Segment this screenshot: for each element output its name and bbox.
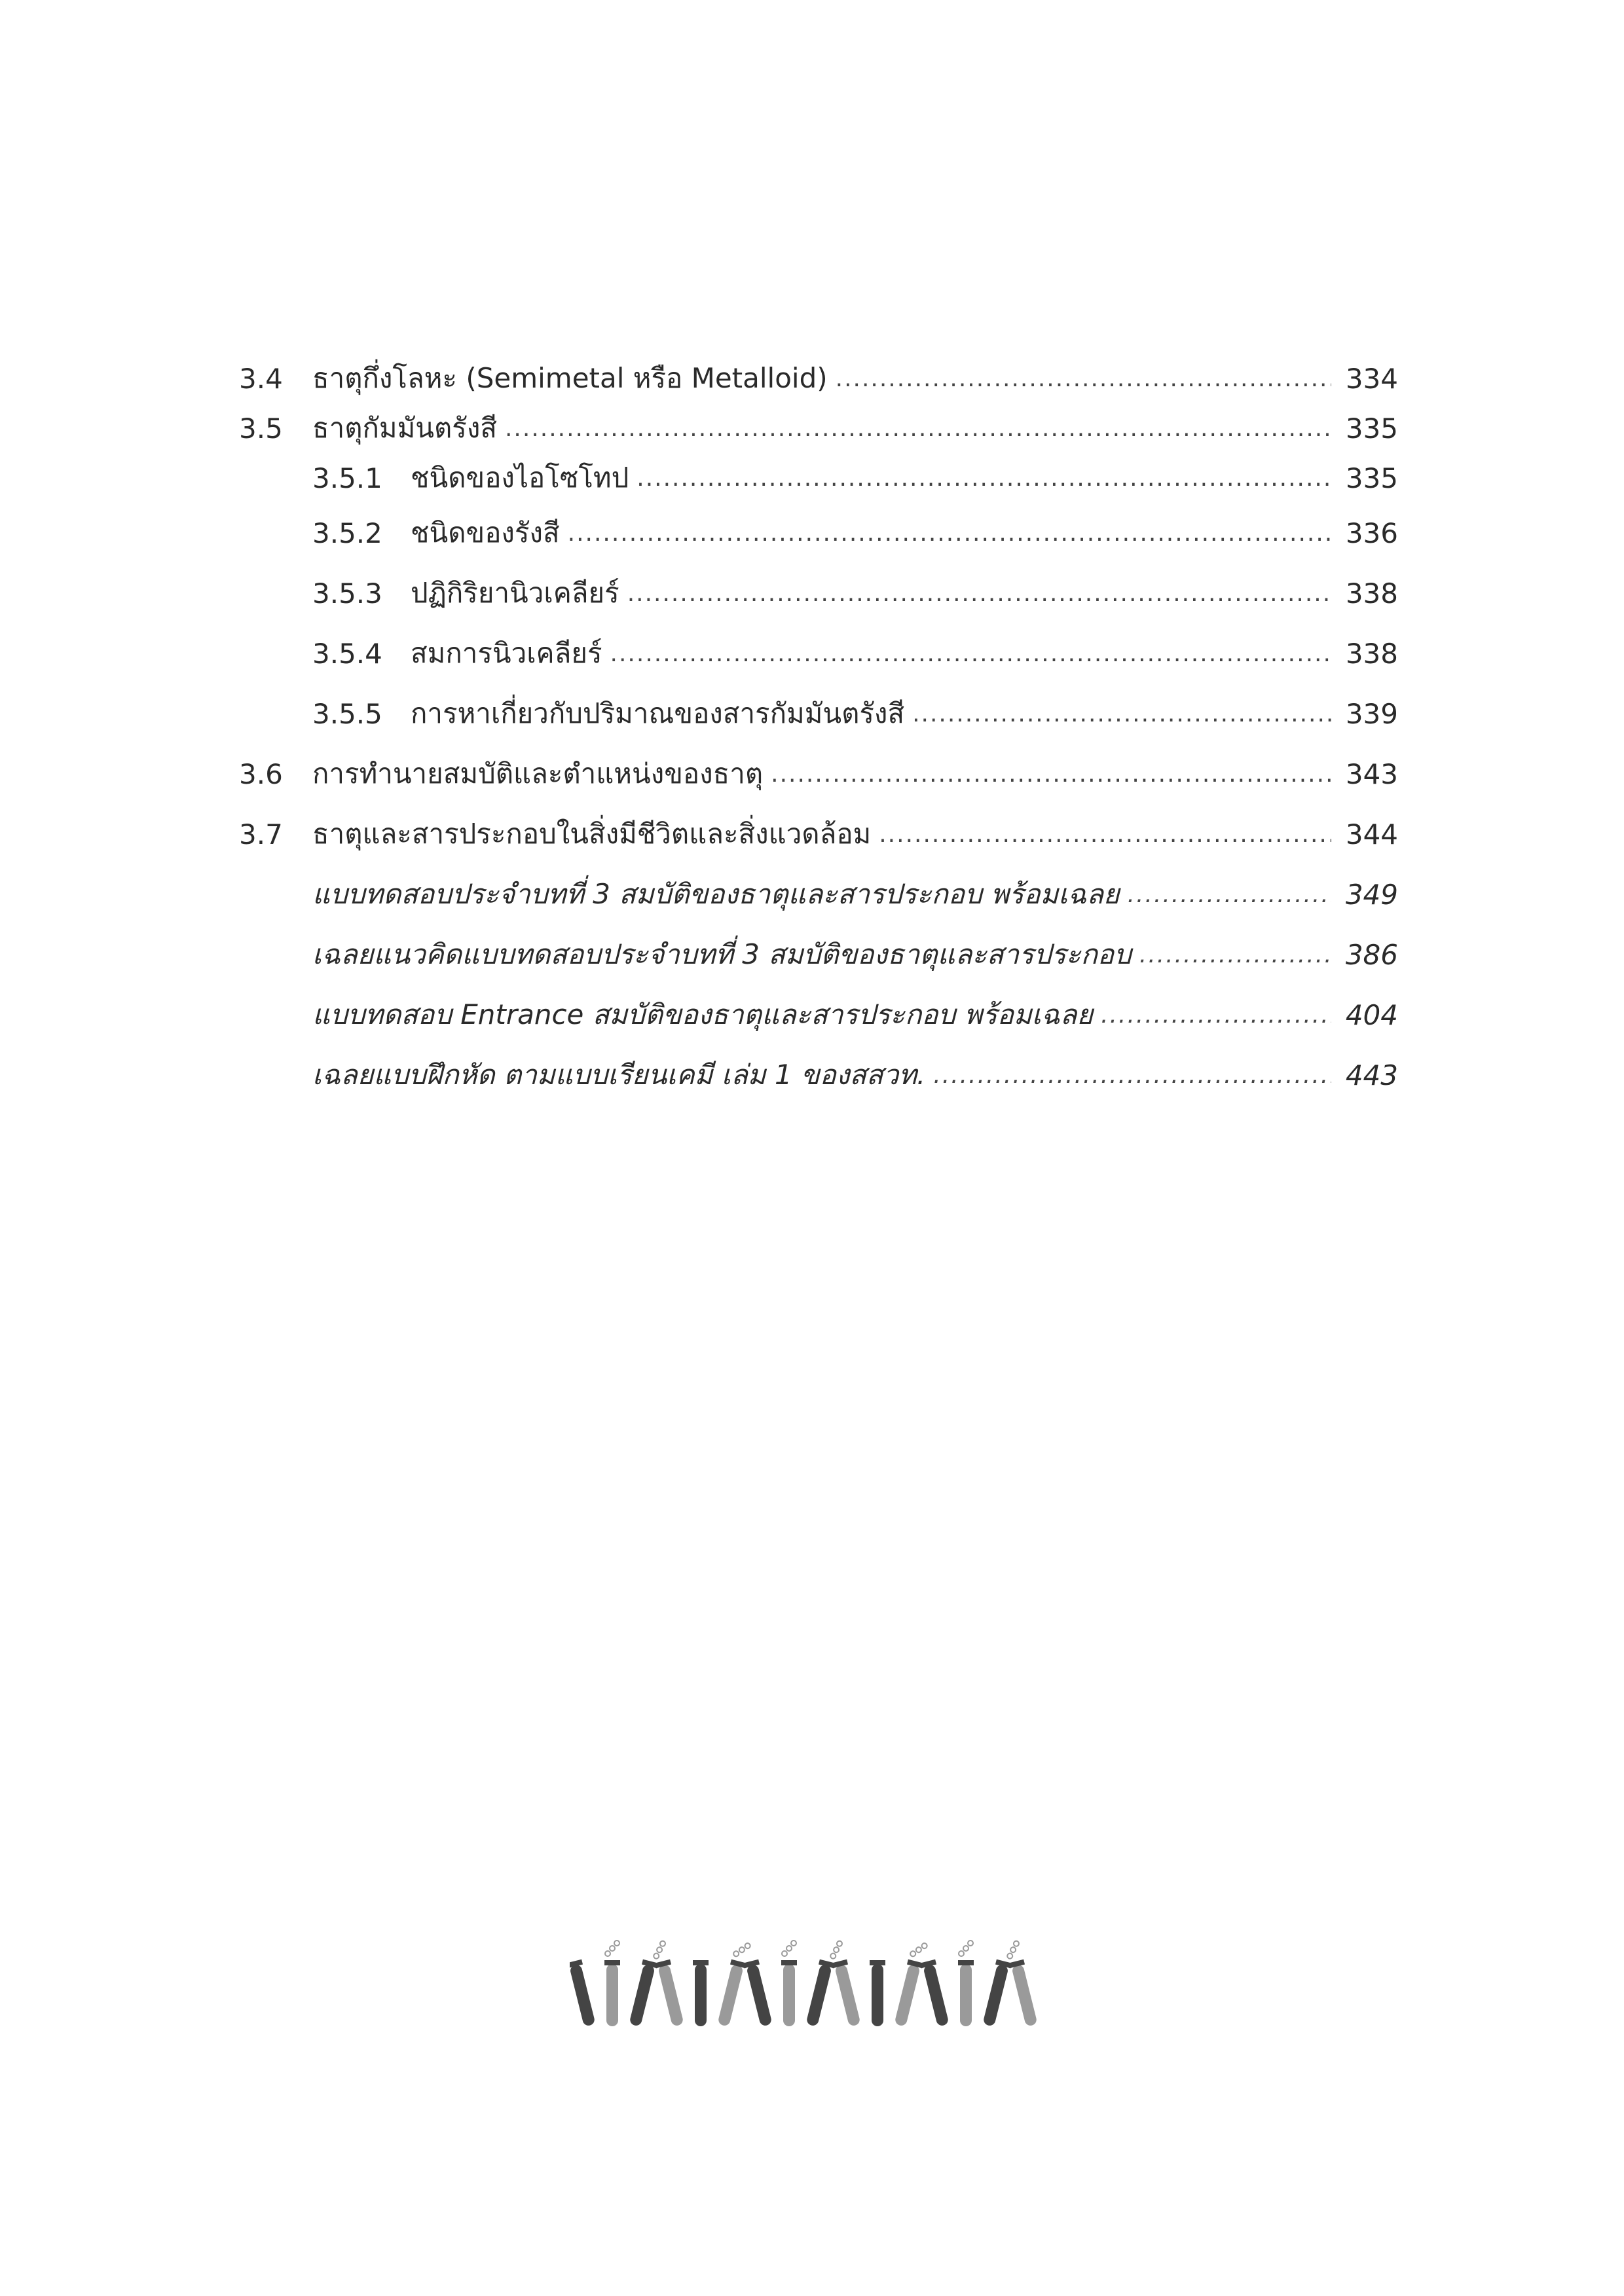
toc-entry-page: 344 bbox=[1345, 818, 1398, 850]
dot-leader bbox=[637, 465, 1331, 492]
toc-entry-number: 3.5.2 bbox=[312, 517, 382, 549]
toc-entry-title: ธาตุกึ่งโลหะ (Semimetal หรือ Metalloid) bbox=[312, 362, 828, 394]
test-tube-icon bbox=[650, 1941, 686, 2028]
toc-entry-number: 3.5.4 bbox=[312, 637, 382, 670]
toc-entry-chapter-test[interactable] bbox=[239, 864, 1398, 924]
toc-entry-page: 339 bbox=[1345, 697, 1398, 730]
toc-entry-page: 335 bbox=[1345, 412, 1398, 445]
toc-entry-page: 338 bbox=[1345, 637, 1398, 670]
dot-leader bbox=[771, 761, 1331, 788]
test-tube-icon bbox=[1004, 1941, 1040, 2028]
dot-leader bbox=[879, 821, 1331, 848]
table-of-contents bbox=[239, 354, 1398, 1105]
toc-entry-page: 349 bbox=[1345, 878, 1398, 911]
dot-leader bbox=[836, 365, 1331, 392]
dot-leader bbox=[627, 580, 1331, 607]
toc-entry-title: เฉลยแบบฝึกหัด ตามแบบเรียนเคมี เล่ม 1 ของสสวท. bbox=[312, 1059, 926, 1091]
toc-entry-title: ชนิดของรังสี bbox=[411, 517, 560, 549]
test-tube-icon bbox=[870, 1960, 885, 2026]
toc-entry-3-5-2[interactable] bbox=[239, 503, 1398, 563]
toc-entry-title: ธาตุกัมมันตรังสี bbox=[312, 412, 497, 444]
test-tube-icon bbox=[958, 1941, 974, 2026]
toc-entry-title: การหาเกี่ยวกับปริมาณของสารกัมมันตรังสี bbox=[411, 697, 905, 729]
toc-entry-3-4[interactable] bbox=[239, 354, 1398, 403]
toc-entry-3-5-1[interactable] bbox=[239, 453, 1398, 503]
toc-entry-title: เฉลยแนวคิดแบบทดสอบประจำบทที่ 3 สมบัติของธาตุและสารประกอบ bbox=[312, 938, 1132, 970]
toc-entry-title: แบบทดสอบประจำบทที่ 3 สมบัติของธาตุและสารประกอบ พร้อมเฉลย bbox=[312, 878, 1120, 910]
toc-entry-page: 386 bbox=[1345, 938, 1398, 971]
dot-leader bbox=[568, 520, 1331, 547]
toc-entry-number: 3.5.1 bbox=[312, 462, 382, 494]
toc-entry-title: สมการนิวเคลียร์ bbox=[411, 637, 602, 669]
test-tube-icon bbox=[920, 1959, 951, 2028]
toc-entry-number: 3.5.5 bbox=[312, 697, 382, 730]
test-tube-row-decoration bbox=[570, 1938, 1054, 2036]
toc-entry-chapter-test-answers[interactable] bbox=[239, 924, 1398, 985]
test-tube-icon bbox=[693, 1960, 709, 2026]
test-tube-icon bbox=[980, 1959, 1012, 2028]
toc-entry-page: 343 bbox=[1345, 757, 1398, 790]
toc-entry-number: 3.7 bbox=[239, 818, 283, 850]
toc-entry-page: 404 bbox=[1345, 998, 1398, 1031]
toc-entry-3-5-4[interactable] bbox=[239, 623, 1398, 683]
dot-leader bbox=[912, 701, 1331, 727]
dot-leader bbox=[610, 640, 1331, 667]
toc-entry-exercise-answers[interactable] bbox=[239, 1045, 1398, 1105]
test-tube-icon bbox=[715, 1941, 751, 2028]
dot-leader bbox=[1101, 1002, 1331, 1029]
toc-entry-title: ปฏิกิริยานิวเคลียร์ bbox=[411, 577, 619, 609]
toc-entry-number: 3.5 bbox=[239, 412, 283, 445]
toc-entry-number: 3.4 bbox=[239, 362, 283, 395]
test-tube-icon bbox=[604, 1941, 620, 2026]
toc-entry-title: ชนิดของไอโซโทป bbox=[411, 462, 629, 494]
test-tube-icon bbox=[570, 1959, 598, 2028]
toc-entry-3-6[interactable] bbox=[239, 744, 1398, 804]
toc-entry-3-5-5[interactable] bbox=[239, 683, 1398, 744]
toc-entry-number: 3.5.3 bbox=[312, 577, 382, 610]
toc-entry-page: 334 bbox=[1345, 362, 1398, 395]
dot-leader bbox=[505, 415, 1331, 442]
test-tube-icon bbox=[803, 1959, 835, 2028]
toc-entry-3-5[interactable] bbox=[239, 403, 1398, 453]
toc-entry-entrance-test[interactable] bbox=[239, 985, 1398, 1045]
test-tube-icon bbox=[627, 1959, 658, 2028]
toc-entry-page: 443 bbox=[1345, 1059, 1398, 1091]
test-tube-icon bbox=[827, 1941, 863, 2028]
dot-leader bbox=[933, 1062, 1331, 1089]
toc-entry-page: 338 bbox=[1345, 577, 1398, 610]
test-tube-icon bbox=[743, 1959, 775, 2028]
dot-leader bbox=[1139, 941, 1331, 968]
toc-entry-title: การทำนายสมบัติและตำแหน่งของธาตุ bbox=[312, 757, 764, 790]
toc-entry-3-7[interactable] bbox=[239, 804, 1398, 864]
toc-entry-title: แบบทดสอบ Entrance สมบัติของธาตุและสารประกอบ พร้อมเฉลย bbox=[312, 998, 1093, 1030]
toc-entry-page: 336 bbox=[1345, 517, 1398, 549]
toc-entry-page: 335 bbox=[1345, 462, 1398, 494]
dot-leader bbox=[1128, 881, 1331, 908]
test-tube-icon bbox=[781, 1941, 797, 2026]
test-tube-icon bbox=[892, 1941, 928, 2028]
toc-entry-number: 3.6 bbox=[239, 757, 283, 790]
toc-entry-3-5-3[interactable] bbox=[239, 563, 1398, 623]
toc-entry-title: ธาตุและสารประกอบในสิ่งมีชีวิตและสิ่งแวดล้อม bbox=[312, 818, 872, 850]
